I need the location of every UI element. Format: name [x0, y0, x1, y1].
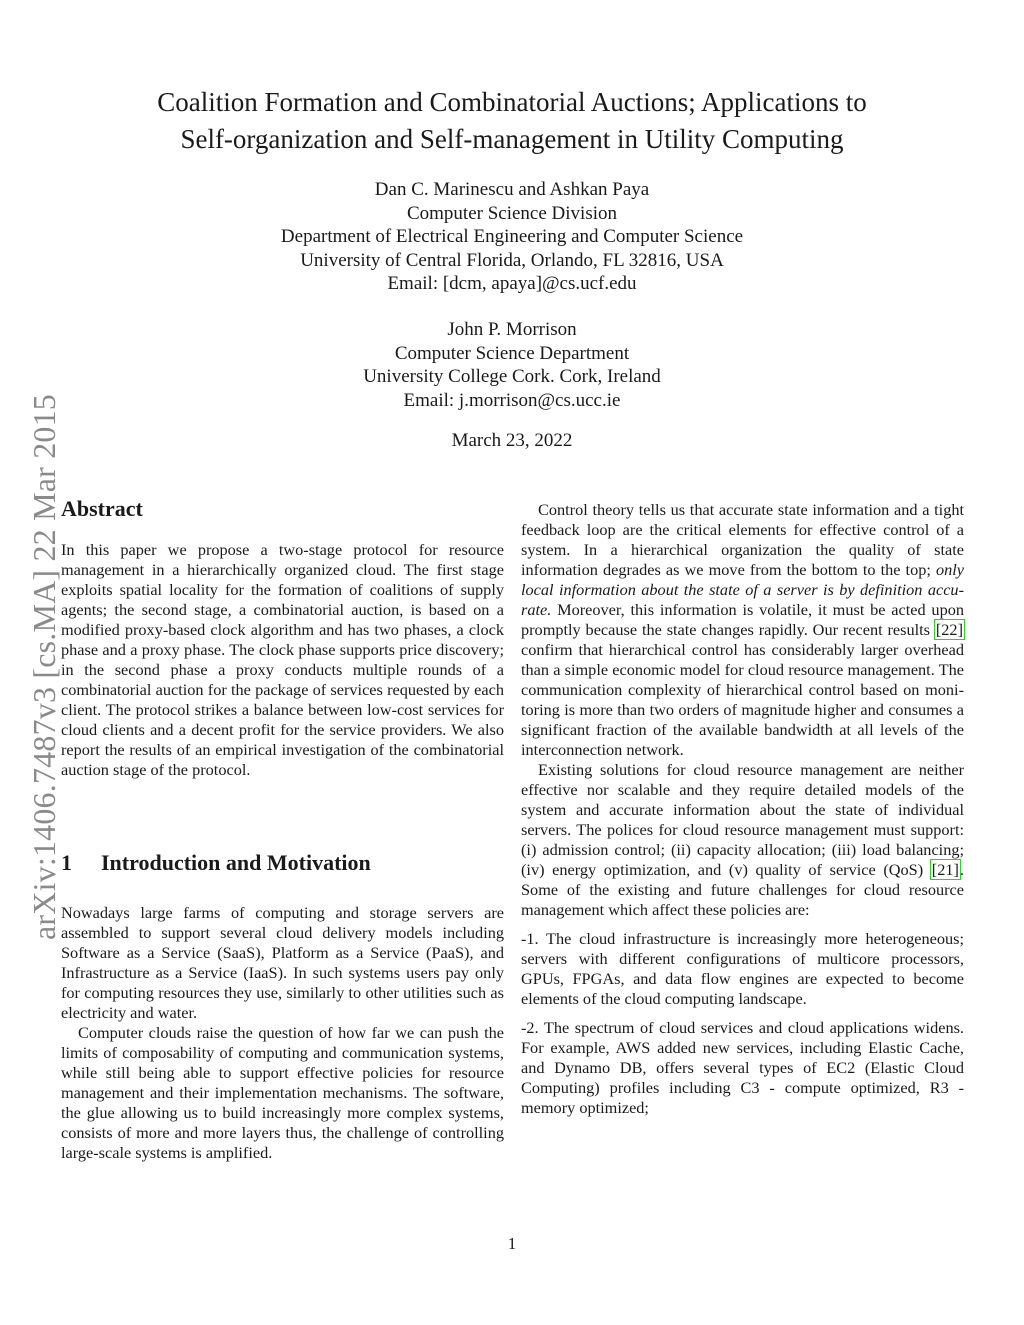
emphasis-text: only local information about the state of a server is by definition accurate. — [521, 560, 964, 619]
abstract-heading: Abstract — [61, 496, 143, 521]
title-line-2: Self-organization and Self-management in Utility Computing — [180, 124, 844, 154]
text-span: Moreover, this information is volatile, it must be acted upon promptly because the state changes rapidly. Our recent results — [521, 600, 964, 639]
text-span: Existing solutions for cloud resource management are neither effective nor scalable and they require detailed models of the system and accurate information about the state of individual servers. The polices for cloud resource management must support: (i) admission control; (ii) capacity allocation; (iii) load balancing; (iv) energy optimization, and (v) quality of service (QoS) — [521, 760, 964, 879]
author-university: University College Cork. Cork, Ireland — [363, 366, 661, 387]
abstract-body — [61, 540, 504, 780]
author-department: Department of Electrical Engineering and Computer Science — [280, 226, 744, 247]
author-division: Computer Science Division — [406, 202, 618, 224]
arxiv-identifier: arXiv:1406.7487v3 [cs.MA] 22 Mar 2015 — [26, 394, 62, 940]
introduction-body — [61, 903, 504, 1163]
section-heading-introduction — [61, 850, 371, 876]
page-number: 1 — [507, 1234, 517, 1253]
challenge-item-2: -2. The spectrum of cloud services and cloud applications widens. For example, AWS added new services, including Elastic Cache, and Dynamo DB, offers several types of EC2 (Elastic Cloud Computing) profiles including C3 - compute optimized, R3 - memory optimized; — [521, 1018, 964, 1117]
text-span: . Some of the existing and future challenges for cloud resource management which affect these policies are: — [521, 860, 964, 919]
author-names: John P. Morrison — [447, 319, 577, 340]
paper-date: March 23, 2022 — [451, 430, 573, 451]
author-email: Email: [dcm, apaya]@cs.ucf.edu — [387, 273, 637, 294]
challenge-item-1: -1. The cloud infrastructure is increasingly more heterogeneous; servers with different configurations of multicore processors, GPUs, FPGAs, and data flow engines are expected to become elements of the cloud computing landscape. — [521, 929, 964, 1008]
abstract-text: In this paper we propose a two-stage protocol for resource management in a hierarchically organized cloud. The first stage exploits spatial locality for the formation of coalitions of supply agents; the second stage, a combinatorial auction, is based on a modified proxy-based clock algorithm and has two phases, a clock phase and a proxy phase. The clock phase supports price discovery; in the second phase a proxy conducts multiple rounds of a combinatorial auction for the package of services requested by each client. The protocol strikes a balance between low-cost services for cloud clients and a decent profit for the service providers. We also report the results of an empirical investigation of the combinatorial auction stage of the protocol. — [61, 540, 504, 779]
control-theory-paragraph — [521, 500, 964, 760]
intro-paragraph-2: Computer clouds raise the question of how far we can push the limits of composability of computing and communication systems, while still being able to support effective policies for resource management and their implementation mechanisms. The software, the glue allowing us to build increasingly more complex systems, consists of more and more layers thus, the challenge of controlling large-scale systems is amplified. — [61, 1023, 504, 1162]
right-column — [521, 500, 964, 1118]
text-span: confirm that hierarchical control has considerably larger overhead than a simple economic model for cloud resource management. The communication complexity of hierarchical control based on monitoring is more than two orders of magnitude higher and consumes a significant fraction of the available bandwidth at all levels of the interconnection network. — [521, 640, 964, 759]
section-title: Introduction and Motivation — [101, 850, 371, 875]
intro-paragraph-1: Nowadays large farms of computing and storage servers are assembled to support several cloud delivery models including Software as a Service (SaaS), Platform as a Service (PaaS), and Infrastructure as a Service (IaaS). In such systems users pay only for computing resources they use, similarly to other utilities such as electricity and water. — [61, 903, 504, 1022]
author-block-1 — [60, 178, 964, 296]
citation-link-21[interactable]: [21] — [931, 860, 959, 879]
author-block-2 — [60, 318, 964, 412]
author-university: University of Central Florida, Orlando, FL 32816, USA — [300, 249, 724, 271]
author-department: Computer Science Department — [394, 342, 630, 364]
paper-title — [60, 84, 964, 158]
author-email: Email: j.morrison@cs.ucc.ie — [403, 389, 621, 411]
author-names: Dan C. Marinescu and Ashkan Paya — [374, 179, 650, 200]
title-line-1: Coalition Formation and Combinatorial Auctions; Applications to — [157, 87, 867, 117]
citation-link-22[interactable]: [22] — [935, 620, 963, 639]
section-number: 1 — [61, 850, 72, 875]
existing-solutions-paragraph — [521, 760, 964, 920]
text-span: Control theory tells us that accurate state information and a tight feedback loop are the critical elements for effective control of a system. In a hierarchical organization the quality of state information degrades as we move from the bottom to the top; — [521, 500, 964, 579]
